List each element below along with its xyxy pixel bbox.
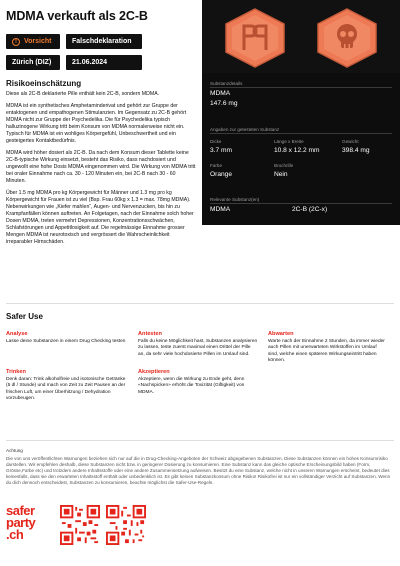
section-divider: [6, 303, 394, 304]
breakline-label: Bruchrille: [274, 163, 294, 168]
warning-label: Vorsicht: [24, 38, 52, 45]
false-declaration-badge: Falschdeklaration: [66, 34, 142, 49]
tip-antesten: [138, 331, 258, 358]
logo-line: .ch: [6, 527, 24, 542]
disclaimer-text: Die von uns veröffentlichten Warnungen beziehen sich nur auf die in Drug-Checking-Angeboten der Schweiz abgegebenen Substanzen. Diese Substanzen können ein hohes Konsumrisiko darstellen. Wir empfehlen deshalb, diese Substanzen nicht bzw. in geringerer Dosierung zu konsumieren. Eine Substanz kann das gleiche optische Erscheinungsbild haben (Form, Grösse,Farbe etc) und trotzdem andere Inhaltsstoffe oder eine andere Zusammensetzung aufweisen. Besitzt du eine Substanz, welche nicht in unseren Warnungen erscheint, bedeutet dies keinesfalls, dass sie den erwarteten Inhaltsstoff enthält oder unbedenklich ist. Es gibt keinen Substanzkonsum ohne Risiko! Risikofrei ist nur ein vollständiger Verzicht auf Substanzen. Wenn du dich dennoch entscheidest, Substanzen zu konsumieren, beachte möglichst die Safer-Use-Regeln.: [6, 456, 391, 486]
tip-text: Warte nach der Einnahme 2 Stunden, da immer wieder auch Pillen mit unerwarteten Wirkstoffen im Umlauf sind, welche einen späteren Wirkungseintritt haben können.: [268, 339, 385, 364]
tip-analyse: [6, 331, 126, 345]
tip-text: Denk daran: Trink alkoholfreie und isotonische Getränke (5 dl / Stunde) und mach von Zeit zu Zeit Pausen an der frischen Luft, um einer Überhitzung / Dehydration vorzubeugen.: [6, 377, 126, 402]
tip-text: Falls du keine Möglichkeit hast, Substanzen analysieren zu lassen, teste zuerst maximal einen Drittel der Pille an, da sehr viele hochdosierte Pillen im Umlauf sind.: [138, 339, 258, 357]
thickness-value: 3.7 mm: [210, 147, 232, 154]
warning-badge: [6, 34, 60, 49]
declared-substance: 2C-B (2C-x): [292, 206, 328, 213]
substance-details-label: Substanzdetails: [210, 81, 243, 86]
color-label: Farbe: [210, 163, 223, 168]
risk-paragraph: MDMA ist ein synthetisches Amphetaminderivat und gehört zur Gruppe der entaktogenen und empathogenen Stimulanzien. Im Gegensatz zu 2C-B gehört MDMA nicht zur Gruppe der Psychedelika. Die für Psychedelika typisch halluzinogene Wirkung tritt beim Konsum von MDMA normalerweise nicht ein. Typisch für MDMA ist ein wohliges Körpergefühl, Unbeschwertheit und ein gesteigertes Kontaktbedürfnis.: [6, 102, 187, 145]
tip-akzeptieren: [138, 369, 258, 396]
substance-value: MDMA: [210, 90, 231, 97]
qr-code[interactable]: [60, 505, 100, 545]
relevant-substances-label: Relevante Substanz(en): [210, 197, 260, 202]
saferparty-logo: [6, 505, 52, 547]
risk-heading: Risikoeinschätzung: [6, 79, 82, 88]
tip-heading: Analyse: [6, 331, 28, 337]
breakline-value: Nein: [274, 171, 288, 178]
tip-text: Lasse deine Substanzen in einem Drug Checking testen: [6, 339, 126, 344]
location-badge: Zürich (DIZ): [6, 55, 60, 70]
tip-abwarten: [268, 331, 388, 365]
divider: [210, 133, 392, 134]
skull-pill-image: [312, 6, 382, 70]
logo-line: safer: [6, 503, 35, 518]
risk-paragraph: Über 1.5 mg MDMA pro kg Körpergewicht für Männer und 1.3 mg pro kg Körpergewicht für Frauen ist zu viel (Bsp. Frau 60kg x 1.3 = max. 78mg MDMA). Nebenwirkungen wie „Kiefer mahlen“, Augen- und Nervenzucken, bis hin zu Krampfanfällen können auftreten. An Folgetagen, nach der Einnahme solch hoher Dosen MDMA, treten vermehrt Depressionen, Konzentrationsschwächen, Schlafstörungen und Appetitlosigkeit auf. Die regelmässige Einnahme grosser Mengen MDMA ist neurotoxisch und vergrössert die Wahrscheinlichkeit irreparabler Hirnschäden.: [6, 189, 194, 246]
weight-label: Gewicht: [342, 139, 359, 144]
section-divider: [6, 440, 394, 441]
weight-value: 398.4 mg: [342, 147, 370, 154]
size-label: Länge x Breite: [274, 139, 304, 144]
pill-photos: [202, 0, 400, 73]
tested-substance-label: Angaben zur getesteten Substanz: [210, 127, 280, 132]
thickness-label: Dicke: [210, 139, 222, 144]
tip-trinken: [6, 369, 126, 403]
date-badge: 21.06.2024: [66, 55, 142, 70]
disclaimer-heading: Achtung: [6, 448, 23, 453]
tip-heading: Trinken: [6, 369, 26, 375]
risk-paragraph: MDMA wird höher dosiert als 2C-B. Da nach dem Konsum dieser Tablette keine 2C-B-typische Wirkung einsetzt, besteht das Risiko, dass nachdosiert und ungewollt eine hohe Dosis MDMA eingenommen wird. Die Wirkung von MDMA tritt bei oraler Einnahme nach ca. 30 - 120 Minuten ein, bei 2C-B nach 30 - 60 Minuten.: [6, 149, 196, 185]
warning-icon: !: [12, 38, 20, 46]
divider: [210, 87, 392, 88]
substance-amount: 147.6 mg: [210, 100, 238, 107]
tip-heading: Antesten: [138, 331, 162, 337]
relevant-substance: MDMA: [210, 206, 231, 213]
tip-heading: Abwarten: [268, 331, 294, 337]
divider: [210, 203, 392, 204]
risk-paragraph: Diese als 2C-B deklarierte Pille enthält kein 2C-B, sondern MDMA.: [6, 91, 160, 97]
logo-line: party: [6, 515, 36, 530]
pp-logo-pill-image: [220, 6, 290, 70]
size-value: 10.8 x 12.2 mm: [274, 147, 320, 154]
tip-heading: Akzeptieren: [138, 369, 170, 375]
page-title: MDMA verkauft als 2C-B: [6, 9, 148, 23]
disclaimer: [6, 448, 394, 487]
substance-details-panel: [202, 73, 400, 225]
tip-text: Akzeptiere, wenn die Wirkung zu Ende geht, denn «Nachspicken» erhöht die Toxizität (Giftigkeit) von MDMA.: [138, 377, 245, 395]
color-value: Orange: [210, 171, 232, 178]
qr-code[interactable]: [106, 505, 146, 545]
risk-assessment: [6, 79, 196, 251]
safer-use-heading: Safer Use: [6, 312, 43, 321]
